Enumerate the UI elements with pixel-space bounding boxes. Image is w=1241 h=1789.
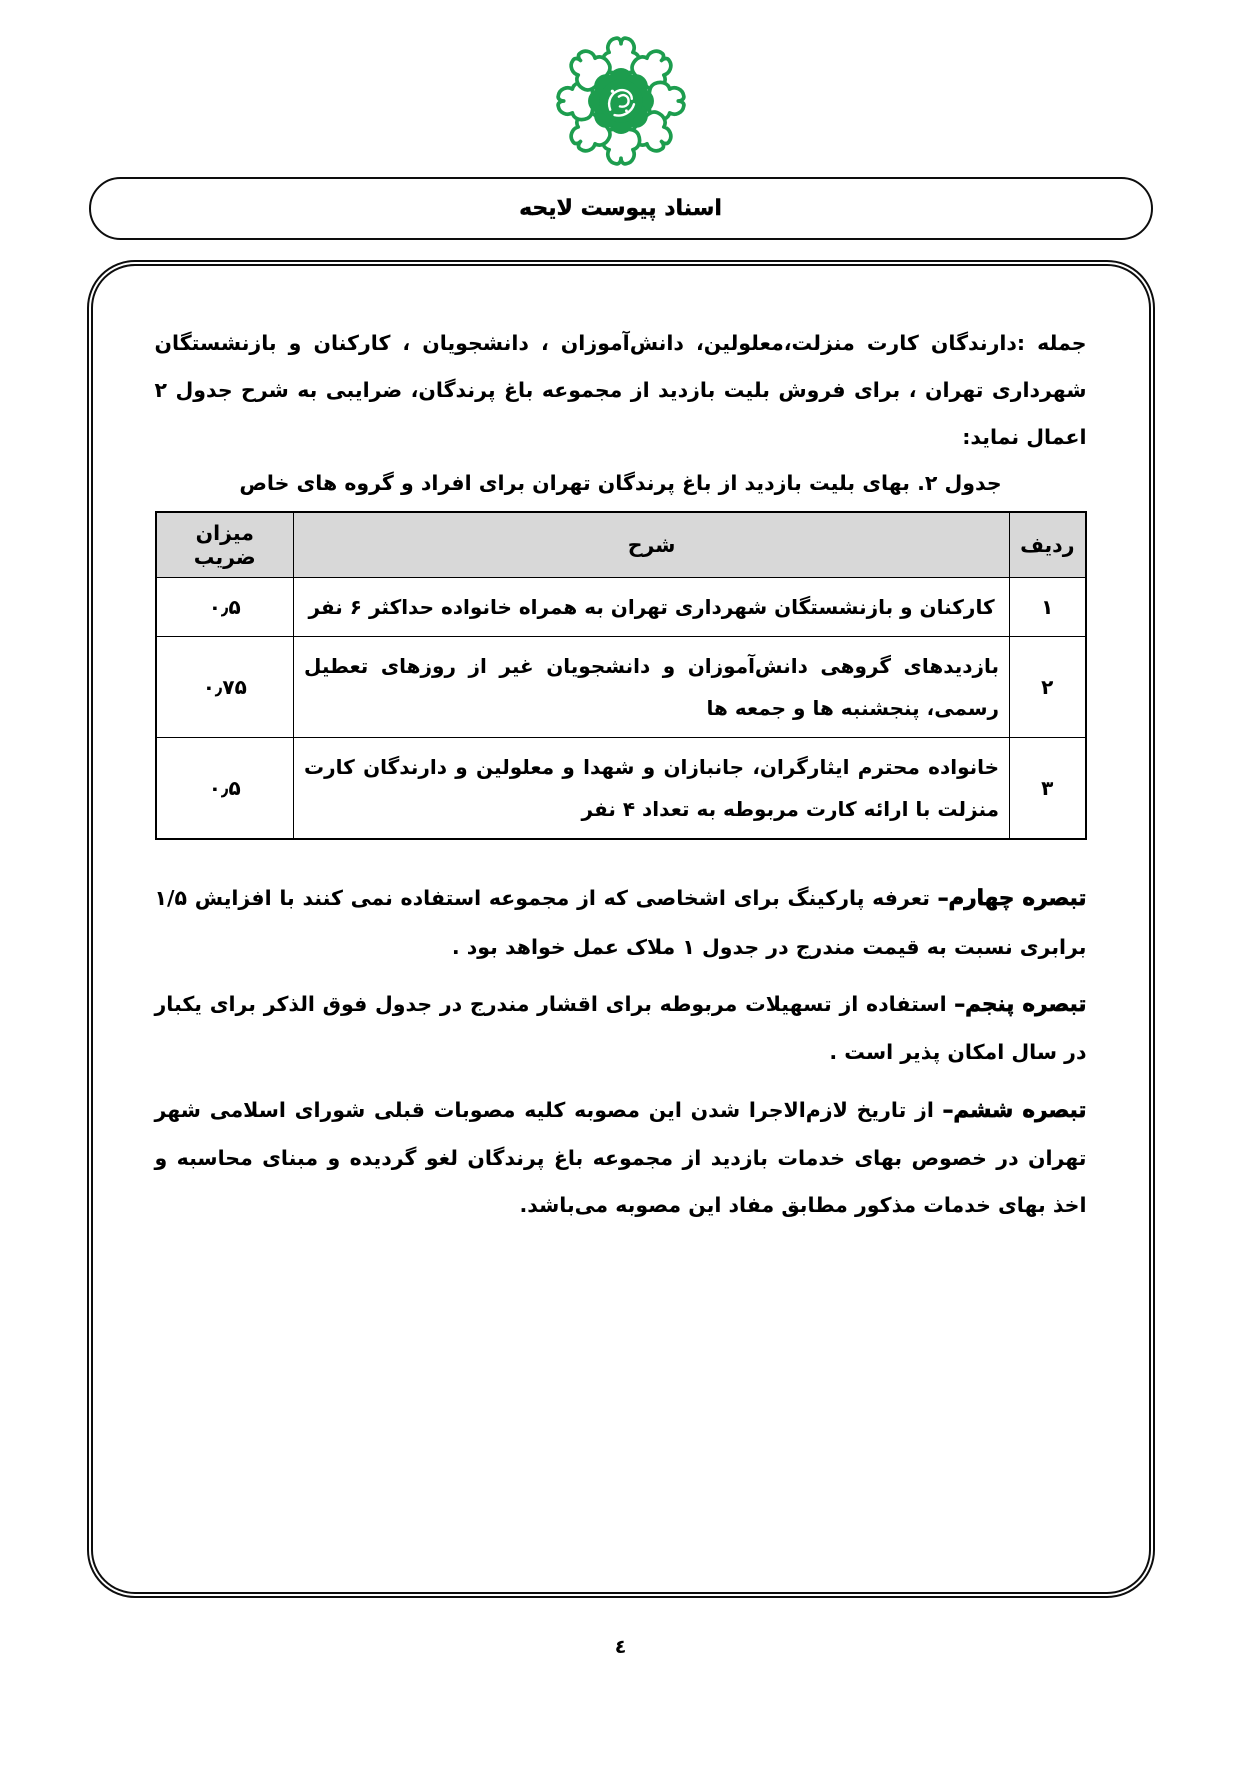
note-label: تبصره پنجم– — [954, 992, 1087, 1017]
table-row — [156, 578, 1086, 637]
tehran-municipality-logo-icon — [552, 34, 690, 168]
header-banner — [89, 177, 1153, 240]
content-frame — [87, 260, 1155, 1598]
row-number: ۱ — [1010, 578, 1086, 637]
row-description: کارکنان و بازنشستگان شهرداری تهران به همراه خانواده حداکثر ۶ نفر — [294, 578, 1010, 637]
table-row — [156, 738, 1086, 840]
note-text: تعرفه پارکینگ برای اشخاصی که از مجموعه استفاده نمی کنند با افزایش ۱/۵ برابری نسبت به قیمت مندرج در جدول ۱ ملاک عمل خواهد بود . — [154, 886, 1087, 959]
row-description: خانواده محترم ایثارگران، جانبازان و شهدا و معلولین و دارندگان کارت منزلت با ارائه کارت مربوطه به تعداد ۴ نفر — [294, 738, 1010, 840]
header-row-number: ردیف — [1010, 512, 1086, 578]
note-text: استفاده از تسهیلات مربوطه برای اقشار مندرج در جدول فوق الذکر برای یکبار در سال امکان پذیر است . — [154, 992, 1087, 1065]
document-page — [0, 34, 1241, 1789]
notes-section — [155, 874, 1087, 1229]
table-caption: جدول ۲. بهای بلیت بازدید از باغ پرندگان تهران برای افراد و گروه های خاص — [239, 471, 1002, 496]
note-fifth — [155, 980, 1087, 1077]
page-title: اسناد پیوست لایحه — [519, 196, 722, 221]
header-description: شرح — [294, 512, 1010, 578]
table-header-row — [156, 512, 1086, 578]
note-label: تبصره چهارم– — [937, 886, 1087, 912]
note-text: از تاریخ لازم‌الاجرا شدن این مصوبه کلیه مصوبات قبلی شورای اسلامی شهر تهران در خصوص بهای خدمات بازدید از مجموعه باغ پرندگان لغو گردیده و مبنای محاسبه و اخذ بهای خدمات مذکور مطابق مفاد این مصوبه می‌باشد. — [154, 1097, 1087, 1218]
row-number: ۳ — [1010, 738, 1086, 840]
tehran-municipality-logo — [552, 34, 690, 168]
note-label: تبصره ششم– — [942, 1097, 1087, 1123]
page-number: ٤ — [614, 1636, 627, 1658]
note-fourth — [155, 874, 1087, 971]
row-coefficient: ۰٫۵ — [156, 578, 294, 637]
row-description: بازدیدهای گروهی دانش‌آموزان و دانشجویان غیر از روزهای تعطیل رسمی، پنجشنبه ها و جمعه ها — [294, 637, 1010, 738]
row-coefficient: ۰٫۷۵ — [156, 637, 294, 738]
fee-table — [155, 511, 1087, 840]
table-row — [156, 637, 1086, 738]
row-number: ۲ — [1010, 637, 1086, 738]
row-coefficient: ۰٫۵ — [156, 738, 294, 840]
note-sixth — [155, 1086, 1087, 1230]
intro-paragraph: جمله :دارندگان کارت منزلت،معلولین، دانش‌آموزان ، دانشجویان ، کارکنان و بازنشستگان شهرداری تهران ، برای فروش بلیت بازدید از مجموعه باغ پرندگان، ضرایبی به شرح جدول ۲ اعمال نماید: — [154, 331, 1087, 450]
header-coefficient: میزان ضریب — [156, 512, 294, 578]
